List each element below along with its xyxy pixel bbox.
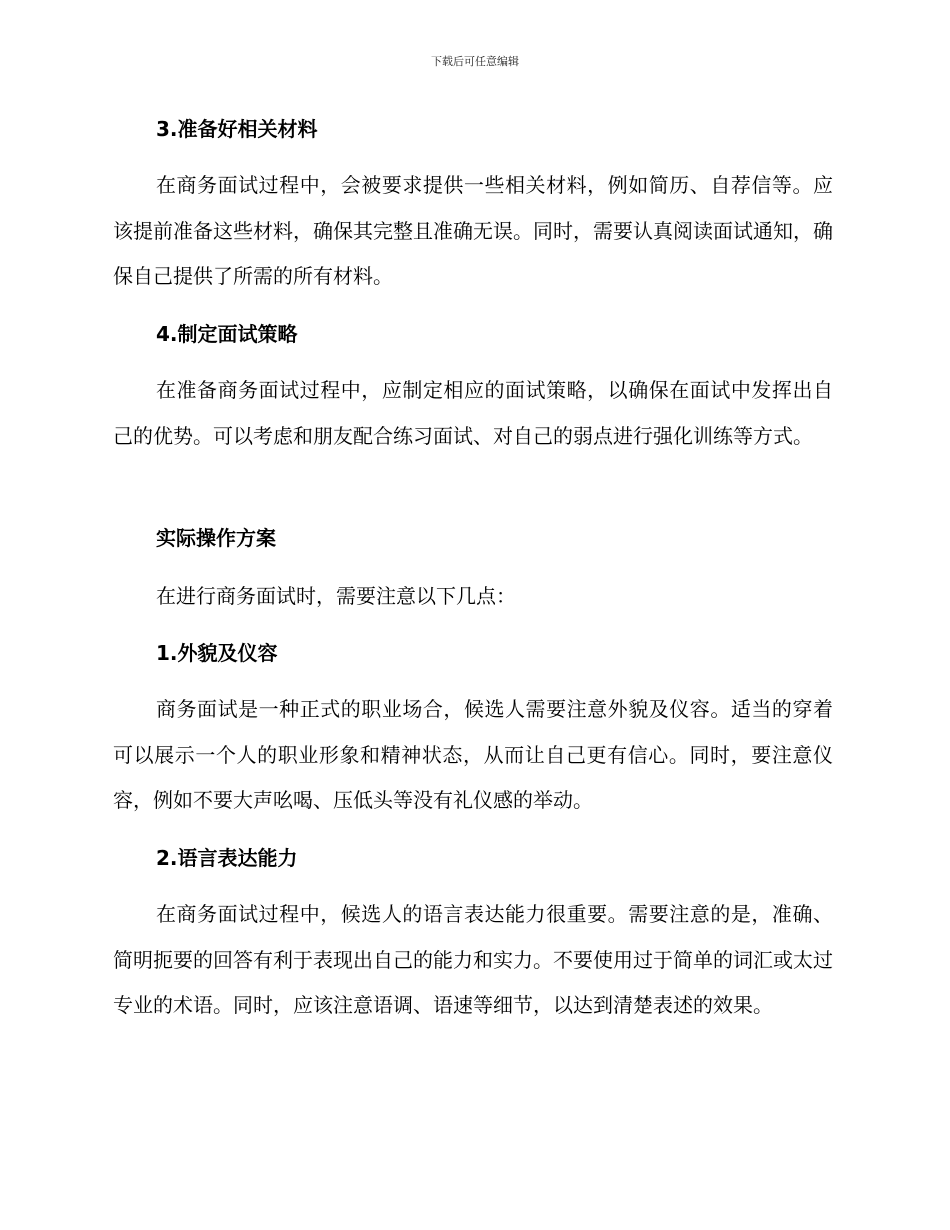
paragraph-interview-strategy: 在准备商务面试过程中，应制定相应的面试策略，以确保在面试中发挥出自己的优势。可以考虑和朋友配合练习面试、对自己的弱点进行强化训练等方式。 <box>113 378 833 448</box>
heading-appearance: 1.外貌及仪容 <box>156 641 278 665</box>
paragraph-practical-plan-intro: 在进行商务面试时，需要注意以下几点： <box>156 584 516 608</box>
paragraph-prepare-materials: 在商务面试过程中，会被要求提供一些相关材料，例如简历、自荐信等。应该提前准备这些材料，确保其完整且准确无误。同时，需要认真阅读面试通知，确保自己提供了所需的所有材料。 <box>113 173 833 288</box>
paragraph-language-ability: 在商务面试过程中，候选人的语言表达能力很重要。需要注意的是，准确、简明扼要的回答有利于表现出自己的能力和实力。不要使用过于简单的词汇或太过专业的术语。同时，应该注意语调、语速等细节，以达到清楚表述的效果。 <box>113 902 833 1017</box>
paragraph-appearance: 商务面试是一种正式的职业场合，候选人需要注意外貌及仪容。适当的穿着可以展示一个人的职业形象和精神状态，从而让自己更有信心。同时，要注意仪容，例如不要大声吆喝、压低头等没有礼仪感的举动。 <box>113 697 833 812</box>
heading-language-ability: 2.语言表达能力 <box>156 846 298 870</box>
page-header: 下载后可任意编辑 <box>431 55 519 68</box>
heading-practical-plan: 实际操作方案 <box>156 526 276 550</box>
heading-interview-strategy: 4.制定面试策略 <box>156 322 298 346</box>
heading-prepare-materials: 3.准备好相关材料 <box>156 117 318 141</box>
